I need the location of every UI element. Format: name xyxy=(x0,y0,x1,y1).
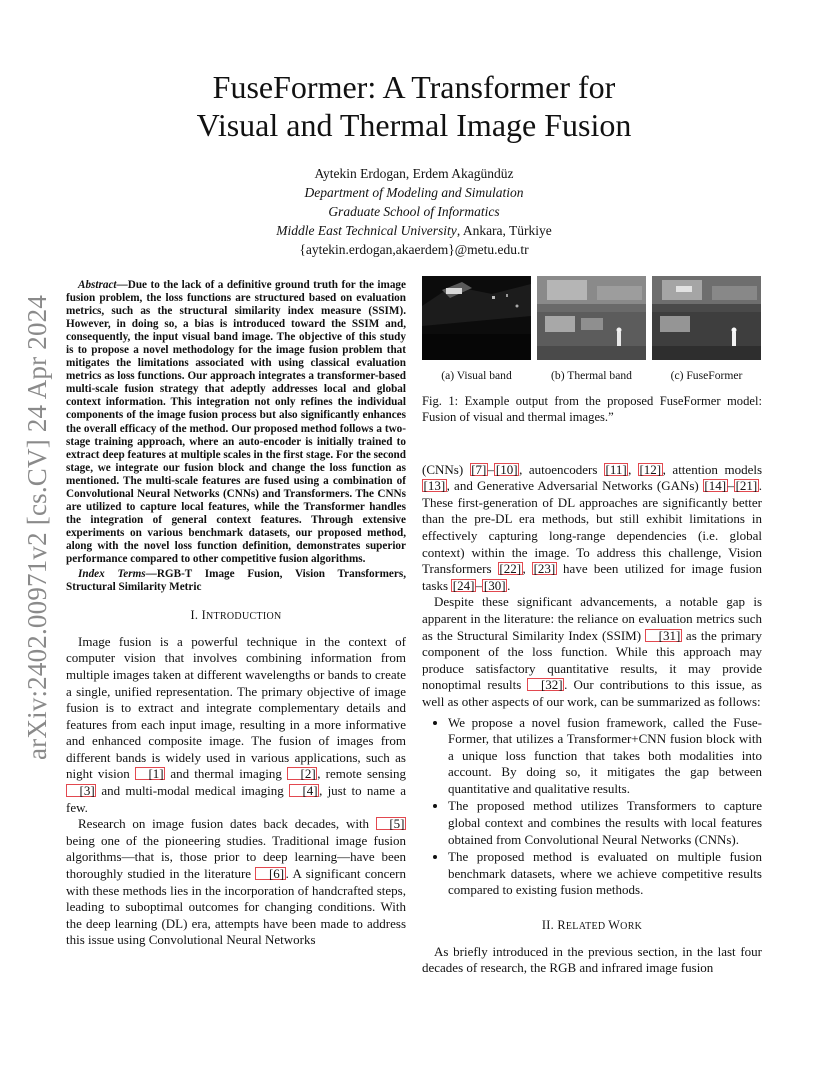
visual-band-image xyxy=(422,276,531,360)
citation-link[interactable]: [12] xyxy=(639,461,662,477)
index-terms-body: —RGB-T Image Fusion, Vision Transformers, Structural Similarity Metric xyxy=(66,568,406,594)
section-heading-related-work xyxy=(422,917,762,936)
text: , attention models xyxy=(662,461,763,477)
citation-link[interactable]: [31] xyxy=(645,629,682,642)
section-number: II. xyxy=(541,918,558,933)
university-name: Middle East Technical University xyxy=(276,223,457,238)
arxiv-identifier-stamp: arXiv:2402.00971v2 [cs.CV] 24 Apr 2024 xyxy=(22,294,52,760)
citation-link[interactable]: [2] xyxy=(287,767,317,780)
text: . Our contributions to this issue, as well as other aspects of our work, can be summarized as follows: xyxy=(422,677,762,709)
text: being one of the pioneering studies. Traditional image fusion algorithms—that is, those prior to deep learning—have been thoroughly studied in the literature xyxy=(66,832,406,882)
author-block xyxy=(180,164,648,259)
text: have been utilized for image fusion tasks xyxy=(422,561,763,593)
affiliation-university xyxy=(180,221,648,240)
citation-link[interactable]: [13] xyxy=(423,478,446,494)
university-location: , Ankara, Türkiye xyxy=(456,223,552,238)
text: and thermal imaging xyxy=(165,766,288,782)
citation-link[interactable]: [4] xyxy=(289,784,319,797)
left-column xyxy=(66,279,406,949)
text: as the primary component of the loss function. While this approach may produce satisfactory quantitative results, it may provide nonoptimal results xyxy=(422,627,762,693)
text: (CNNs) xyxy=(422,461,470,477)
index-terms xyxy=(66,568,406,594)
intro-paragraph-1 xyxy=(66,634,406,817)
fuseformer-output-image xyxy=(652,276,761,360)
citation-link[interactable]: [30] xyxy=(483,577,506,593)
related-paragraph-1: As briefly introduced in the previous section, in the last four decades of research, the RGB and infrared image fusion xyxy=(422,943,762,976)
text: Research on image fusion dates back decades, with xyxy=(78,816,376,832)
figure-1-caption: Fig. 1: Example output from the proposed FuseFormer model: Fusion of visual and thermal images.” xyxy=(422,393,762,424)
author-names: Aytekin Erdogan, Erdem Akagündüz xyxy=(314,166,514,181)
section-number: I. xyxy=(190,608,202,623)
list-item: • The proposed method utilizes Transformers to capture global context and combines the results with local features obtained from Convolutional Neural Networks (CNNs). xyxy=(448,798,762,848)
contributions-list xyxy=(422,715,762,900)
subcaption-fuseformer: (c) FuseFormer xyxy=(670,369,743,382)
index-terms-lead: Index Terms xyxy=(78,568,146,581)
citation-link[interactable]: [1] xyxy=(135,767,165,780)
citation-link[interactable]: [32] xyxy=(527,678,564,691)
affiliation-school: Graduate School of Informatics xyxy=(328,204,500,219)
text: , xyxy=(628,461,638,477)
citation-link[interactable]: [14] xyxy=(704,478,727,494)
subcaption-thermal: (b) Thermal band xyxy=(551,369,632,382)
text: . xyxy=(507,577,511,593)
title-line-1: FuseFormer: A Transformer for xyxy=(212,69,616,105)
citation-link[interactable]: [21] xyxy=(735,478,758,494)
citation-link[interactable]: [3] xyxy=(66,784,96,797)
right-paragraph-1 xyxy=(422,462,762,595)
text: . A significant concern with these methods lies in the incorporation of handcrafted steps, leading to suboptimal outcomes for changing conditions. With the deep learning (DL) era, attempts have been made to address this issue using Convolutional Neural Networks xyxy=(66,866,407,948)
text: , remote sensing xyxy=(317,766,406,782)
right-paragraph-2 xyxy=(422,594,762,710)
citation-link[interactable]: [7] xyxy=(471,461,487,477)
citation-link[interactable]: [6] xyxy=(255,867,285,880)
title-line-2: Visual and Thermal Image Fusion xyxy=(196,107,632,143)
text: , xyxy=(522,561,533,577)
text: Despite these significant advancements, a notable gap is apparent in the literature: the reliance on evaluation metrics such as the Structural Similarity Index (SSIM) xyxy=(422,594,762,643)
affiliation-dept: Department of Modeling and Simulation xyxy=(304,185,524,200)
text: and multi-modal medical imaging xyxy=(96,783,289,799)
text: – xyxy=(727,478,735,494)
section-cap: R xyxy=(557,918,566,933)
section-heading-introduction xyxy=(66,607,406,626)
section-smallcaps: ORK xyxy=(620,921,643,933)
citation-link[interactable]: [24] xyxy=(452,577,475,593)
text: – xyxy=(487,461,495,477)
intro-paragraph-2 xyxy=(66,816,406,949)
subcaption-visual: (a) Visual band xyxy=(441,369,512,382)
right-column xyxy=(422,276,762,977)
citation-link[interactable]: [23] xyxy=(533,561,556,577)
list-item: • The proposed method is evaluated on multiple fusion benchmark datasets, where we achieve competitive results compared to existing fusion methods. xyxy=(448,849,762,899)
section-cap: I xyxy=(201,608,207,623)
author-email: {aytekin.erdogan,akaerdem}@metu.edu.tr xyxy=(299,242,529,257)
text: – xyxy=(475,577,483,593)
thermal-band-image xyxy=(537,276,646,360)
text: Image fusion is a powerful technique in the context of computer vision that involves combining information from multiple images taken at different wavelengths or bands to create a single, unified representation. The primary objective of image fusion is to extract and integrate complementary details and features from each input image, resulting in a more informative and enhanced composite image. The fusion of images from different bands is widely used in various applications, such as night vision xyxy=(66,633,406,782)
figure-1-images xyxy=(422,276,762,360)
text: , autoencoders xyxy=(519,461,604,477)
citation-link[interactable]: [10] xyxy=(495,461,518,477)
citation-link[interactable]: [11] xyxy=(605,461,627,477)
text: , and Generative Adversarial Networks (GANs) xyxy=(446,478,703,494)
abstract xyxy=(66,279,406,566)
text: . These first-generation of DL approaches are significantly better than the pre-DL era methods, but still exhibit limitations in effectively capturing long-range dependencies (i.e. global context) within the image. To address this challenge, Vision Transformers xyxy=(422,478,762,577)
text: , just to name a few. xyxy=(66,783,406,815)
figure-1-subcaptions xyxy=(422,368,762,385)
section-cap: W xyxy=(608,918,621,933)
abstract-body: —Due to the lack of a definitive ground truth for the image fusion problem, the loss functions are structured based on evaluation metrics, such as the structural similarity index measure (SSIM). However, in doing so, a bias is introduced toward the SSIM and, consequently, the input visual band image. The objective of this study is to propose a novel methodology for the image fusion problem that mitigates the limitations associated with using classical evaluation metrics as loss functions. Our approach integrates a transformer-based multi-scale fusion strategy that adeptly addresses local and global context information. This integration not only refines the individual components of the image fusion process but also significantly enhances the overall efficacy of the method. Our proposed method follows a two-stage training approach, where an auto-encoder is initially trained to extract deep features at multiple scales in the first stage. For the second stage, we integrate our fusion block and change the loss function as mentioned. The multi-scale features are fused using a combination of Convolutional Neural Networks (CNNs) and Transformers. The CNNs are utilized to capture local features, while the Transformer handles the integration of general context features. Through extensive experiments on various benchmark datasets, our proposed method, along with the novel loss function definition, demonstrates superior performance compared to other competitive fusion algorithms. xyxy=(66,279,406,565)
list-item: • We propose a novel fusion framework, called the Fuse-Former, that utilizes a Transformer+CNN fusion block with a unique loss function that takes both modalities into account. By doing so, it mitigates the gap between quantitative and qualitative results. xyxy=(448,715,762,798)
section-smallcaps: NTRODUCTION xyxy=(206,611,282,623)
citation-link[interactable]: [5] xyxy=(376,817,406,830)
section-smallcaps: ELATED xyxy=(565,921,609,933)
citation-link[interactable]: [22] xyxy=(499,561,522,577)
abstract-lead: Abstract xyxy=(78,279,117,291)
paper-title xyxy=(100,68,728,144)
